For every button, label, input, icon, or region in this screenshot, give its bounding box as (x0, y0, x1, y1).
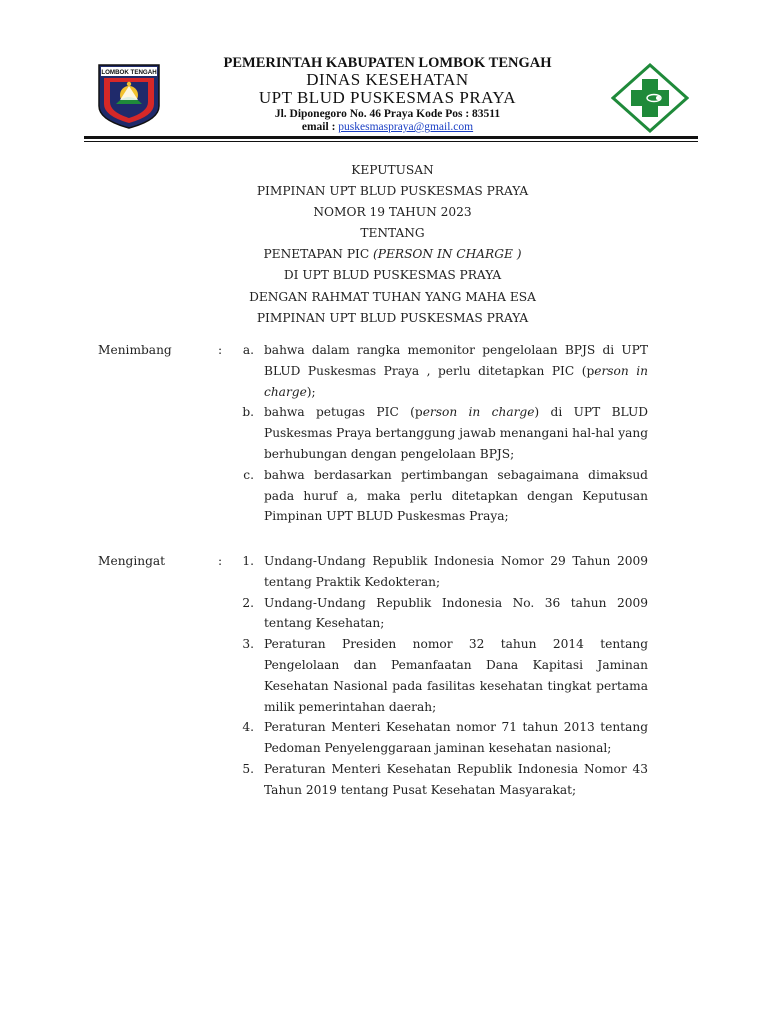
list-item (232, 593, 648, 635)
list-item (232, 465, 648, 527)
item-text-part: bahwa dalam rangka memonitor pengelolaan BPJS di UPT BLUD Puskesmas Praya , perlu ditetapkan PIC (p (264, 343, 648, 378)
item-text-italic: erson in charge (422, 405, 535, 420)
list-item (232, 340, 648, 402)
item-text-part: ); (306, 384, 316, 399)
emblem-banner-text: LOMBOK TENGAH (101, 69, 157, 76)
letterhead-unit: UPT BLUD PUSKESMAS PRAYA (258, 88, 517, 107)
title-keputusan: KEPUTUSAN (351, 163, 434, 177)
item-marker: 3. (242, 637, 254, 652)
item-text-part: bahwa petugas PIC (p (264, 405, 423, 420)
letterhead-email-line (170, 121, 605, 133)
item-text: Undang-Undang Republik Indonesia No. 36 tahun 2009 tentang Kesehatan; (264, 595, 648, 631)
item-text (264, 465, 648, 527)
list-item (232, 634, 648, 717)
lombok-tengah-emblem-icon (96, 62, 162, 130)
item-text: Peraturan Presiden nomor 32 tahun 2014 tentang Pengelolaan dan Pemanfaatan Dana Kapitasi Jaminan Kesehatan Nasional pada fasilitas kesehatan tingkat pertama milik pemerintahan daerah; (264, 637, 648, 714)
title-tentang: TENTANG (360, 226, 425, 241)
item-text (264, 402, 648, 464)
title-issuer: PIMPINAN UPT BLUD PUSKESMAS PRAYA (256, 184, 529, 199)
title-number: NOMOR 19 TAHUN 2023 (313, 205, 472, 220)
item-text-part: ) di UPT BLUD Puskesmas Praya bertanggung jawab menangani hal-hal yang berhubungan dengan pengelolaan BPJS; (264, 405, 648, 461)
title-subject-text: PENETAPAN PIC (263, 247, 374, 262)
item-marker: 5. (242, 761, 254, 776)
email-label: email : (301, 121, 339, 133)
puskesmas-cross-icon (611, 63, 689, 133)
title-location: DI UPT BLUD PUSKESMAS PRAYA (283, 268, 502, 283)
decree-title (160, 160, 625, 329)
letterhead-address: Jl. Diponegoro No. 46 Praya Kode Pos : 83511 (274, 108, 501, 120)
title-authority: PIMPINAN UPT BLUD PUSKESMAS PRAYA (256, 310, 529, 325)
mengingat-label: Mengingat (98, 554, 166, 568)
list-item (232, 402, 648, 464)
item-text: Peraturan Menteri Kesehatan nomor 71 tahun 2013 tentang Pedoman Penyelenggaraan jaminan kesehatan nasional; (264, 720, 648, 756)
letterhead (170, 56, 605, 133)
item-text-italic: erson in charge (264, 363, 648, 399)
title-subject (160, 244, 625, 265)
mengingat-list (232, 551, 648, 801)
item-marker: a. (242, 343, 254, 357)
letterhead-divider-thick (84, 136, 698, 139)
letterhead-divider-thin (84, 141, 698, 142)
item-marker: b. (242, 405, 254, 420)
email-link[interactable]: puskesmaspraya@gmail.com (338, 121, 474, 133)
item-marker: 2. (242, 595, 254, 610)
item-marker: 1. (242, 554, 254, 568)
item-marker: c. (243, 467, 254, 482)
item-text: Undang-Undang Republik Indonesia Nomor 29 Tahun 2009 tentang Praktik Kedokteran; (264, 554, 648, 589)
menimbang-list (232, 340, 648, 527)
list-item (232, 759, 648, 801)
item-text-part: bahwa berdasarkan pertimbangan sebagaimana dimaksud pada huruf a, maka perlu ditetapkan dengan Keputusan Pimpinan UPT BLUD Puskesmas Praya; (264, 467, 648, 524)
title-invocation: DENGAN RAHMAT TUHAN YANG MAHA ESA (249, 289, 536, 304)
menimbang-label: Menimbang (98, 343, 172, 357)
letterhead-government: PEMERINTAH KABUPATEN LOMBOK TENGAH (223, 55, 552, 71)
letterhead-agency: DINAS KESEHATAN (306, 70, 469, 89)
title-subject-italic: (PERSON IN CHARGE ) (373, 247, 522, 262)
list-item (232, 551, 648, 593)
item-marker: 4. (242, 720, 254, 735)
item-text (264, 340, 648, 402)
mengingat-colon: : (218, 554, 223, 568)
item-text: Peraturan Menteri Kesehatan Republik Indonesia Nomor 43 Tahun 2019 tentang Pusat Kesehatan Masyarakat; (264, 761, 648, 797)
list-item (232, 717, 648, 759)
menimbang-colon: : (218, 343, 223, 357)
